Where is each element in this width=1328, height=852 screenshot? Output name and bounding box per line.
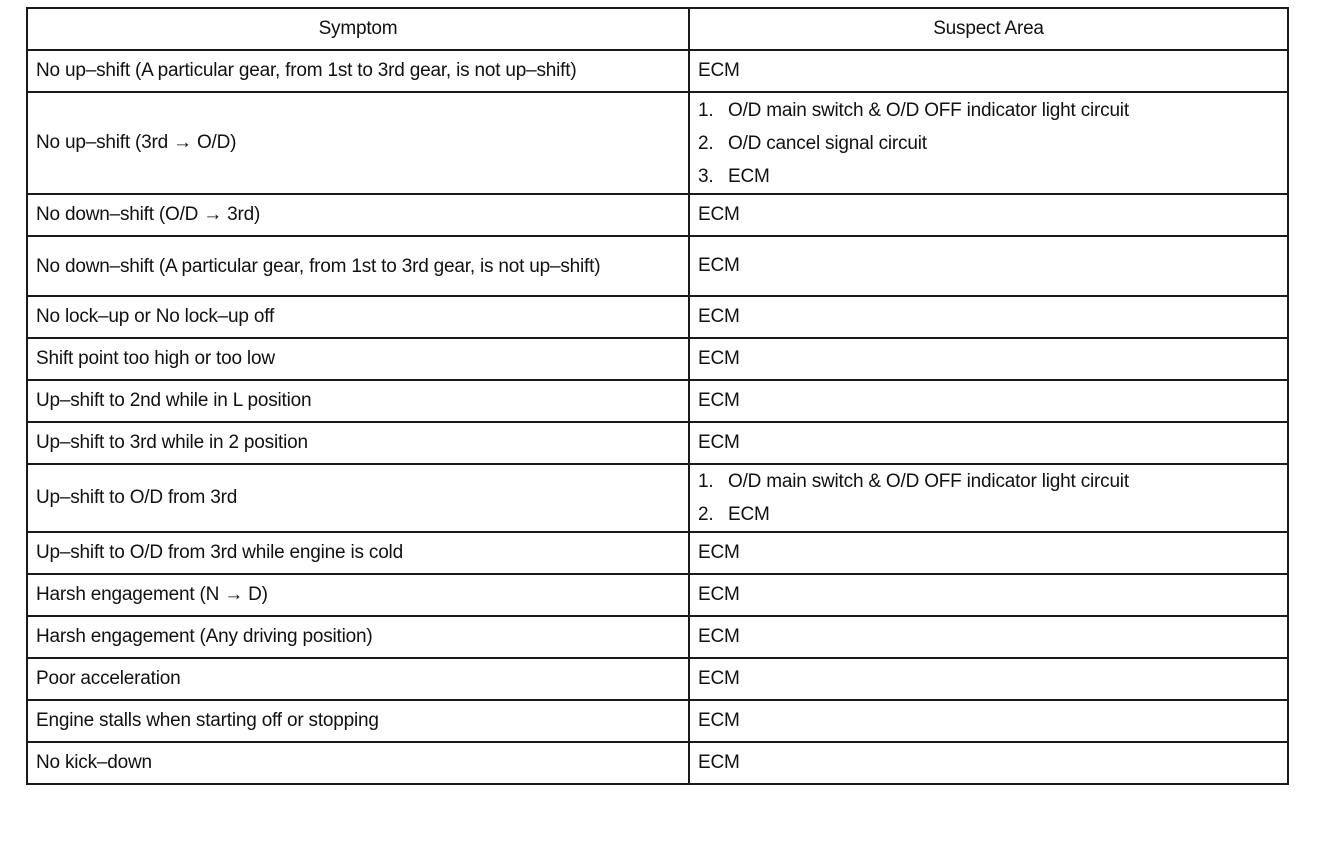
symptom-table [26,7,1289,785]
suspect-area-cell [689,658,1288,700]
suspect-area-text: ECM [698,626,740,647]
table-row [27,574,1288,616]
table-row [27,236,1288,296]
suspect-area-cell [689,92,1288,194]
suspect-area-list-item [698,465,1279,498]
symptom-cell: No up–shift (3rd → O/D) [27,92,689,194]
suspect-area-text: O/D cancel signal circuit [728,132,927,154]
list-number: 1. [698,471,714,492]
header-symptom: Symptom [27,8,689,50]
table-row [27,658,1288,700]
suspect-area-cell [689,532,1288,574]
list-number: 2. [698,504,714,525]
symptom-cell: Engine stalls when starting off or stopping [27,700,689,742]
symptom-cell: No down–shift (A particular gear, from 1st to 3rd gear, is not up–shift) [27,236,689,296]
table-row [27,296,1288,338]
suspect-area-cell [689,700,1288,742]
table-row [27,616,1288,658]
suspect-area-text: ECM [698,255,740,276]
symptom-cell: Shift point too high or too low [27,338,689,380]
header-suspect-area: Suspect Area [689,8,1288,50]
suspect-area-list-item [698,94,1279,127]
symptom-cell: Up–shift to O/D from 3rd [27,464,689,532]
suspect-area-cell [689,742,1288,784]
list-number: 3. [698,165,714,187]
symptom-cell: No down–shift (O/D → 3rd) [27,194,689,236]
table-row [27,700,1288,742]
suspect-area-cell [689,194,1288,236]
symptom-cell: No kick–down [27,742,689,784]
symptom-cell: Harsh engagement (Any driving position) [27,616,689,658]
table-header-row [27,8,1288,50]
symptom-cell: Up–shift to 3rd while in 2 position [27,422,689,464]
suspect-area-text: ECM [698,390,740,411]
suspect-area-text: ECM [728,504,770,525]
suspect-area-text: ECM [698,432,740,453]
suspect-area-cell [689,616,1288,658]
suspect-area-cell [689,50,1288,92]
table-row [27,50,1288,92]
suspect-area-text: ECM [698,584,740,605]
suspect-area-text: ECM [698,668,740,689]
suspect-area-text: ECM [698,348,740,369]
suspect-area-list-item [698,127,1279,160]
suspect-area-list-item [698,160,1279,193]
suspect-area-text: ECM [698,710,740,731]
suspect-area-text: O/D main switch & O/D OFF indicator light circuit [728,99,1129,121]
table-row [27,464,1288,532]
symptom-cell: Harsh engagement (N → D) [27,574,689,616]
symptom-cell: Up–shift to 2nd while in L position [27,380,689,422]
table-row [27,380,1288,422]
symptom-cell: No up–shift (A particular gear, from 1st to 3rd gear, is not up–shift) [27,50,689,92]
suspect-area-cell [689,574,1288,616]
suspect-area-text: ECM [698,306,740,327]
suspect-area-cell [689,422,1288,464]
suspect-area-cell [689,380,1288,422]
symptom-cell: Poor acceleration [27,658,689,700]
table-row [27,742,1288,784]
suspect-area-text: ECM [698,752,740,773]
table-row [27,338,1288,380]
table-row [27,532,1288,574]
table-row [27,422,1288,464]
suspect-area-text: O/D main switch & O/D OFF indicator light circuit [728,471,1129,492]
suspect-area-text: ECM [698,542,740,563]
list-number: 1. [698,99,714,121]
suspect-area-cell [689,464,1288,532]
suspect-area-text: ECM [698,204,740,225]
table-row [27,194,1288,236]
table-body [27,50,1288,784]
suspect-area-cell [689,338,1288,380]
symptom-cell: No lock–up or No lock–up off [27,296,689,338]
table-row [27,92,1288,194]
suspect-area-cell [689,296,1288,338]
list-number: 2. [698,132,714,154]
symptom-cell: Up–shift to O/D from 3rd while engine is cold [27,532,689,574]
suspect-area-text: ECM [728,165,770,187]
suspect-area-cell [689,236,1288,296]
suspect-area-text: ECM [698,60,740,81]
suspect-area-list-item [698,498,1279,531]
